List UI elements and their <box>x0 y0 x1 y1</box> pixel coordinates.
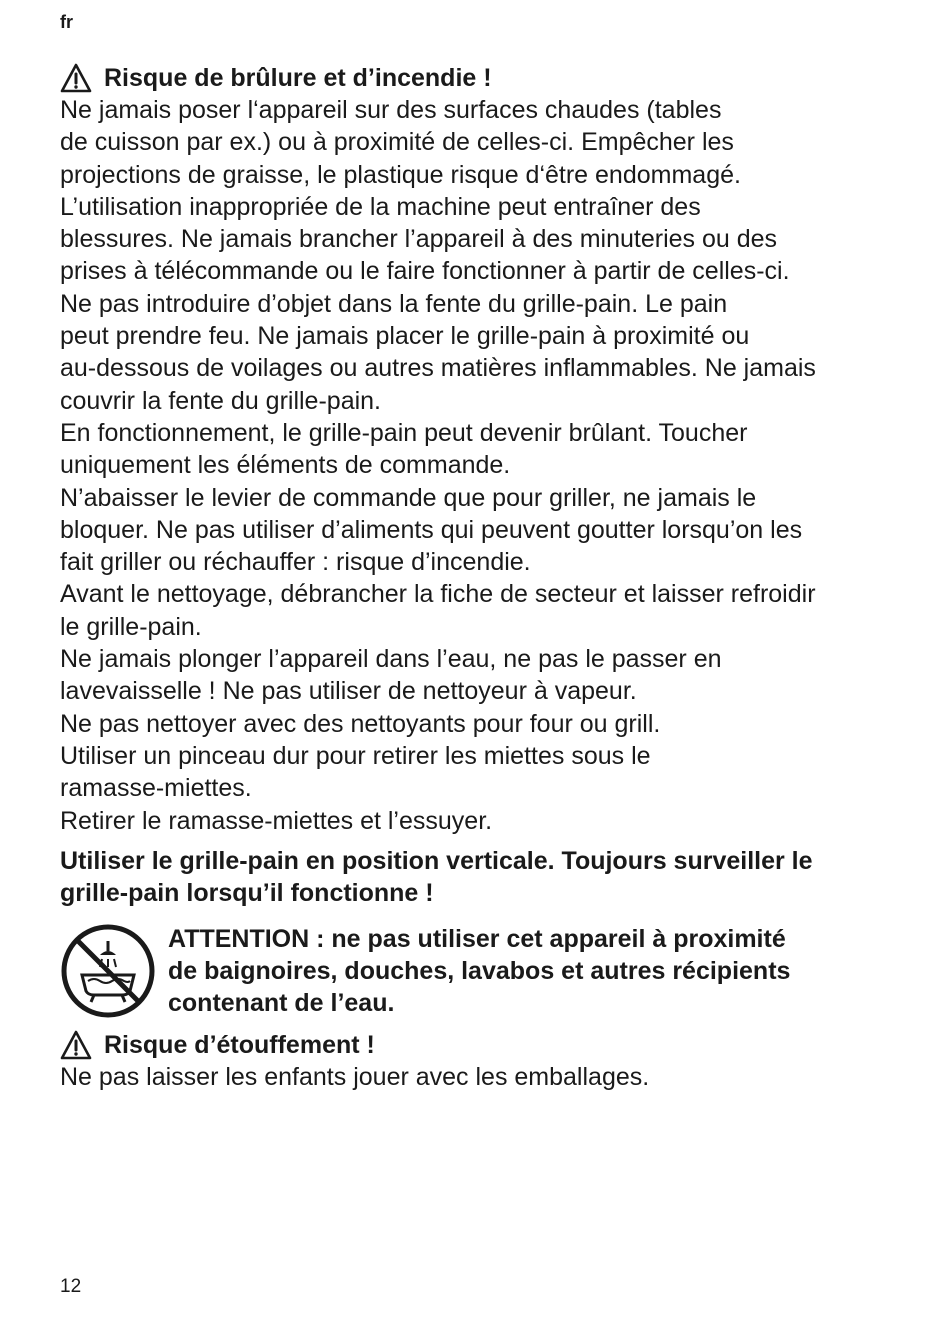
burn-fire-warning-title: Risque de brûlure et d’incendie ! <box>104 64 492 92</box>
language-label: fr <box>60 12 73 32</box>
burn-fire-warning-text: Ne jamais poser l‘appareil sur des surfaces chaudes (tables de cuisson par ex.) ou à proximité de celles-ci. Empêcher les projections de graisse, le plastique risque d‘être endommagé. L’utilisation inappropriée de la machine peut entraîner des blessures. Ne jamais brancher l’appareil à des minuteries ou des prises à télécommande ou le faire fonctionner à partir de celles-ci. Ne pas introduire d’objet dans la fente du grille-pain. Le pain peut prendre feu. Ne jamais placer le grille-pain à proximité ou au-dessous de voilages ou autres matières inflammables. Ne jamais couvrir la fente du grille-pain. En fonctionnement, le grille-pain peut devenir brûlant. Toucher uniquement les éléments de commande. N’abaisser le levier de commande que pour griller, ne jamais le bloquer. Ne pas utiliser d’aliments qui peuvent goutter lorsqu’on les fait griller ou réchauffer : risque d’incendie. Avant le nettoyage, débrancher la fiche de secteur et laisser refroidir le grille-pain. Ne jamais plonger l’appareil dans l’eau, ne pas le passer en lavevaisselle ! Ne pas utiliser de nettoyeur à vapeur. Ne pas nettoyer avec des nettoyants pour four ou grill. Utiliser un pinceau dur pour retirer les miettes sous le ramasse-miettes. Retirer le ramasse-miettes et l’essuyer. <box>60 96 816 835</box>
suffocation-warning-text: Ne pas laisser les enfants jouer avec les emballages. <box>60 1062 650 1091</box>
suffocation-warning-title: Risque d’étouffement ! <box>104 1030 375 1059</box>
page-content <box>60 62 900 1093</box>
vertical-use-note: Utiliser le grille-pain en position verticale. Toujours surveiller le grille-pain lorsqu’il fonctionne ! <box>60 846 813 907</box>
water-attention-text: ATTENTION : ne pas utiliser cet appareil à proximité de baignoires, douches, lavabos et autres récipients contenant de l’eau. <box>168 924 791 1017</box>
burn-fire-warning-heading <box>60 62 900 94</box>
page-number: 12 <box>60 1276 82 1297</box>
warning-triangle-icon <box>60 1030 92 1060</box>
suffocation-warning-heading <box>60 1029 900 1061</box>
water-attention-block <box>60 923 900 1019</box>
warning-triangle-icon <box>60 63 92 93</box>
no-water-bath-icon <box>60 923 156 1019</box>
